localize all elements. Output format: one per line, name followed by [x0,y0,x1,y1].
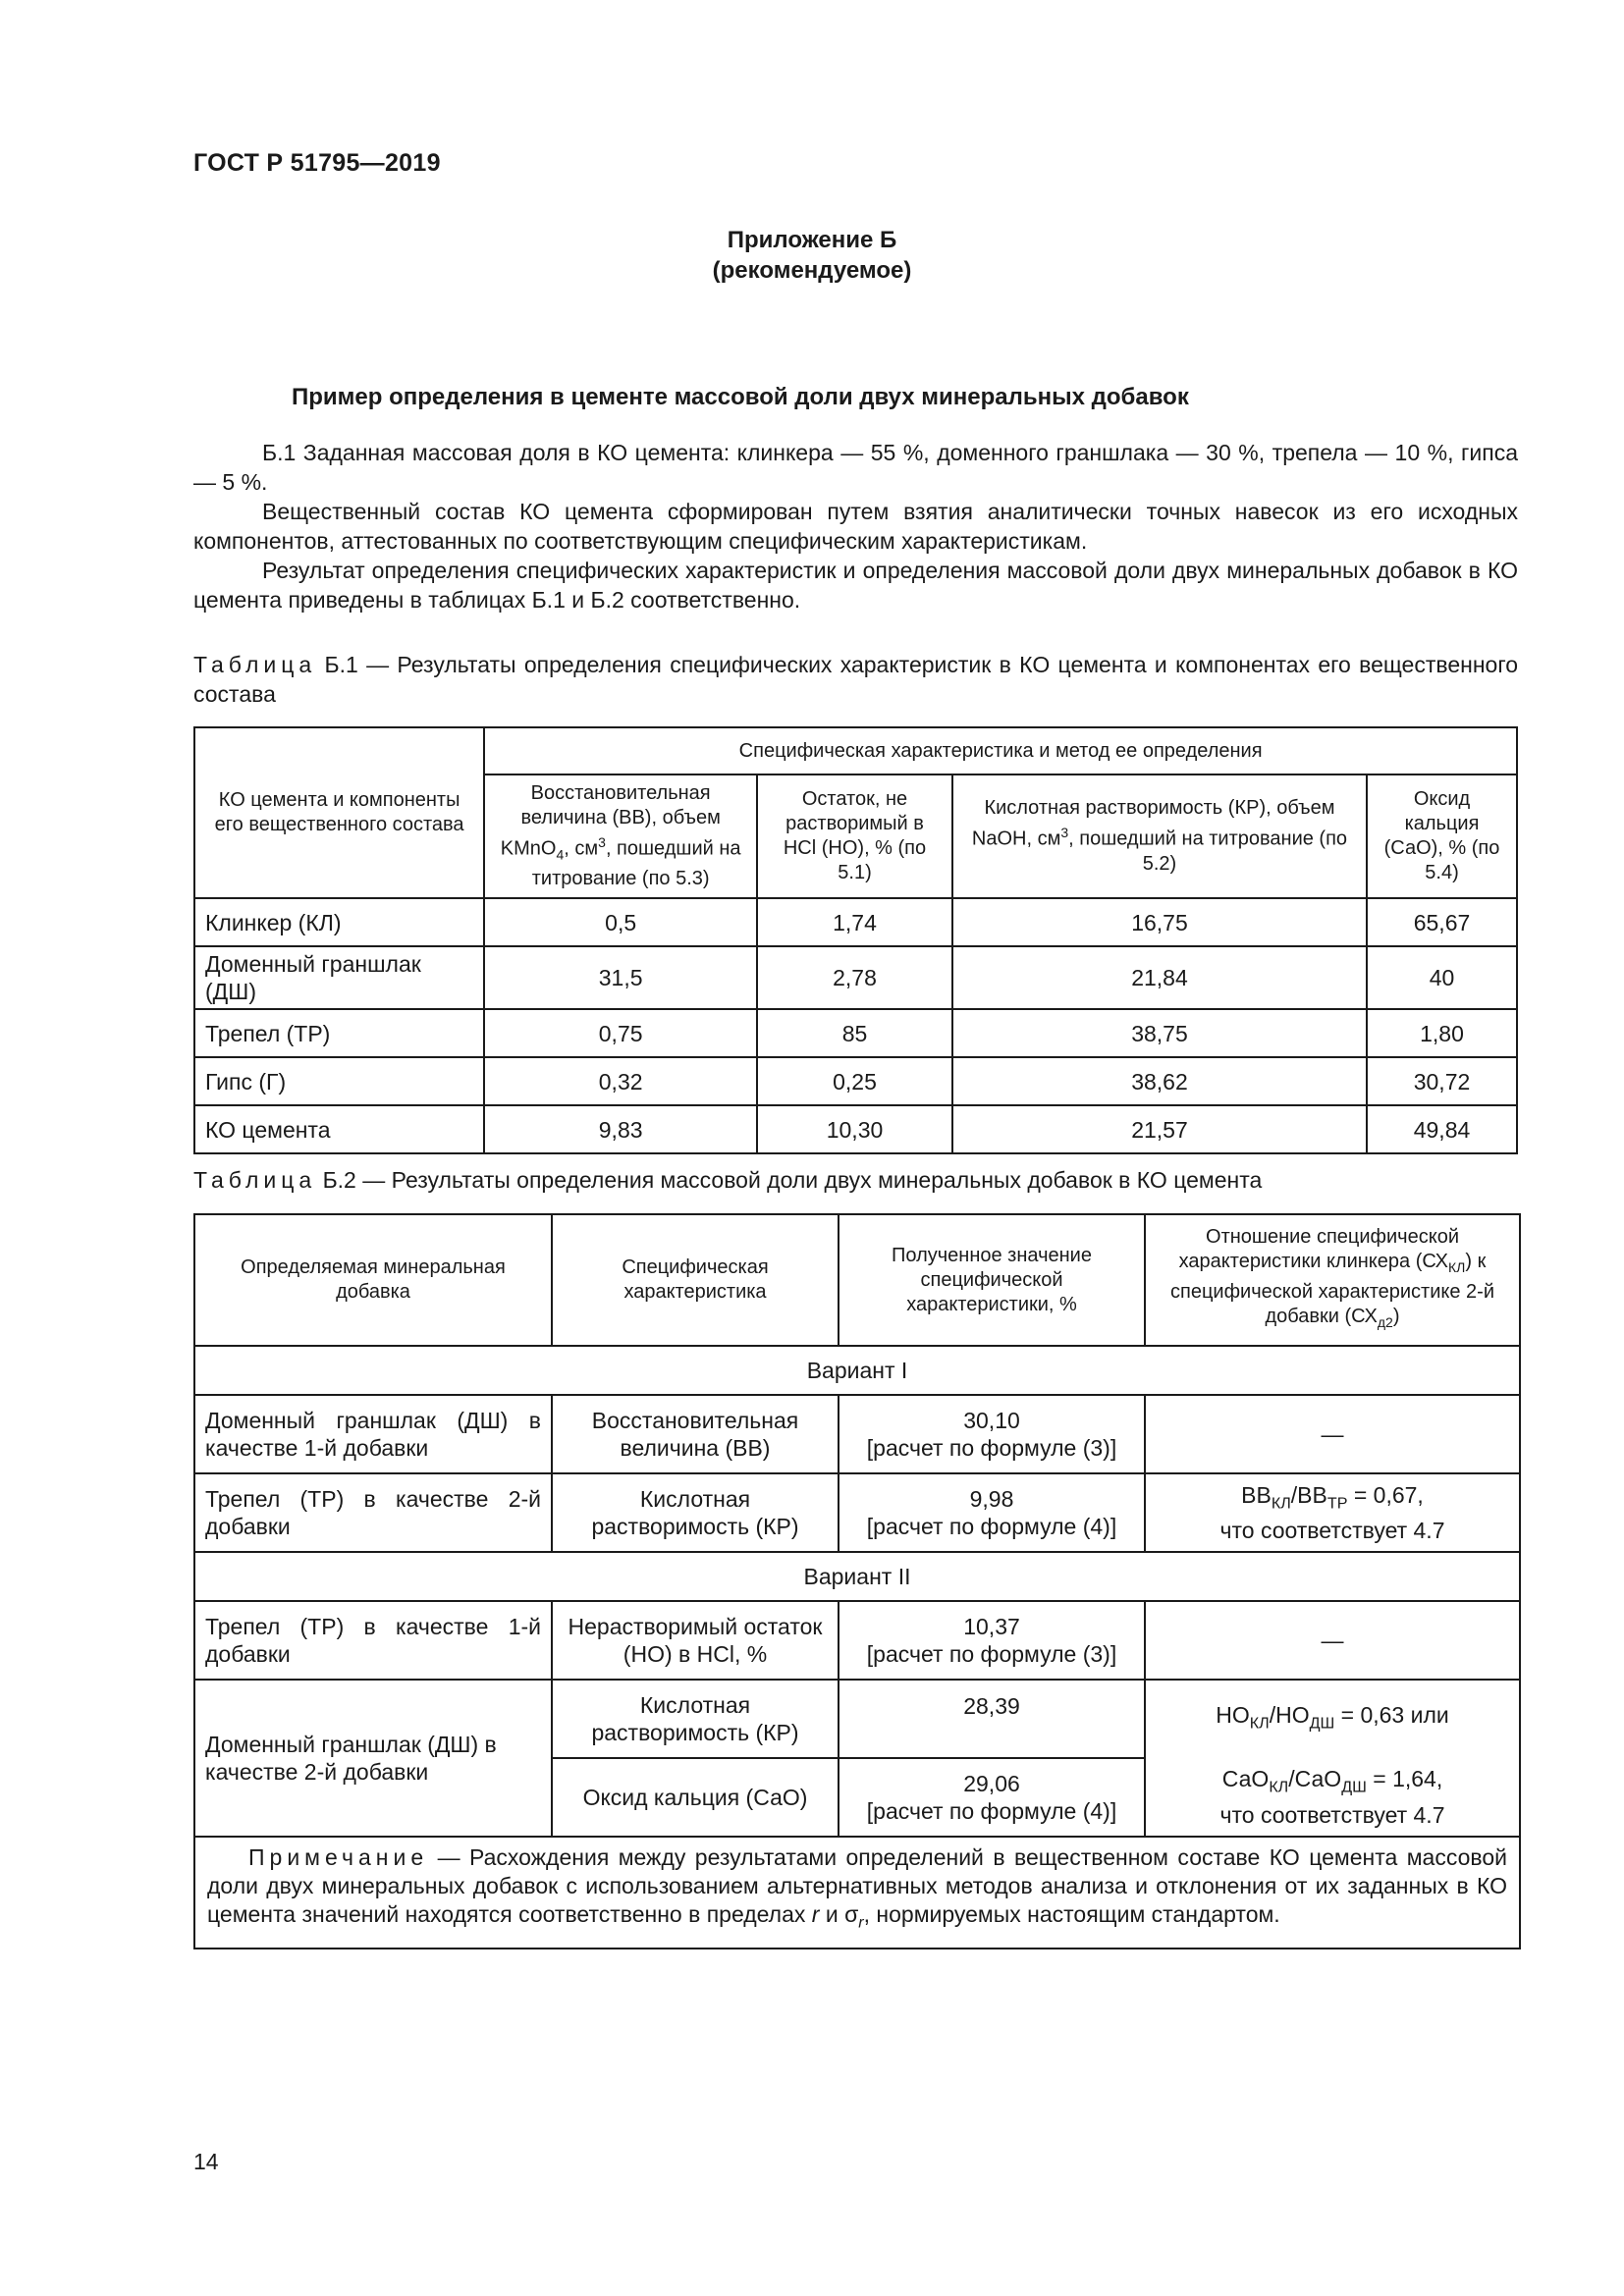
row-value: 28,39 [839,1680,1145,1758]
ratio-sub: ДШ [1341,1778,1367,1796]
row-name: КО цемента [194,1105,484,1153]
row-value [839,1395,1145,1473]
paragraph-1: Б.1 Заданная массовая доля в КО цемента: клинкера — 55 %, доменного граншлака — 30 %, трепела — 10 %, гипса — 5 %. [193,440,1518,495]
table1-header-row [194,727,1517,774]
row-kr: 21,84 [952,946,1367,1009]
ratio-sub: КЛ [1271,1494,1291,1513]
header-kr-part: Кислотная растворимость (КР), объем NaOH, см [971,797,1335,850]
row-kr: 38,75 [952,1009,1367,1057]
row-cao: 49,84 [1367,1105,1517,1153]
row-additive: Доменный граншлак (ДШ) в качестве 2-й добавки [194,1680,552,1837]
value-number: 29,06 [963,1771,1020,1796]
table-row [194,1680,1520,1758]
row-char: Оксид кальция (СаО) [552,1758,839,1837]
header-vv-part: Восстановительная величина (ВВ), объем KMnO [500,781,721,860]
note-text [207,1843,1507,1938]
table-row [194,1473,1520,1552]
header-ratio-part: ) [1392,1306,1400,1327]
row-name: Гипс (Г) [194,1057,484,1105]
ratio-part: /НО [1269,1702,1310,1729]
ratio-sub: КЛ [1249,1714,1270,1733]
table2-caption-text: Б.2 — Результаты определения массовой доли двух минеральных добавок в КО цемента [322,1167,1263,1193]
table2-header-additive: Определяемая минеральная добавка [194,1214,552,1346]
row-ho: 0,25 [757,1057,952,1105]
row-char: Кислотная растворимость (КР) [552,1680,839,1758]
table1-header-ho: Остаток, не растворимый в HCl (НО), % (по 5.1) [757,774,952,898]
note-symbol-sub: r [858,1913,864,1932]
table1-header-kr [952,774,1367,898]
table2-note [194,1837,1520,1949]
note-part: и σ [819,1901,859,1927]
row-vv: 31,5 [484,946,757,1009]
row-cao: 30,72 [1367,1057,1517,1105]
ratio-formula [1156,1765,1509,1801]
table2-header-ratio [1145,1214,1520,1346]
row-kr: 38,62 [952,1057,1367,1105]
ratio-sub: ТР [1326,1494,1348,1513]
variant-1-label: Вариант I [194,1346,1520,1395]
table1-header-component: КО цемента и компоненты его вещественного состава [194,727,484,898]
header-vv-part: , пошедший на титрование (по 5.3) [531,837,741,890]
table1-header-group: Специфическая характеристика и метод ее определения [484,727,1517,774]
table1-caption [193,650,1518,709]
table-row [194,1105,1517,1153]
table2-header-value: Полученное значение специфической характеристики, % [839,1214,1145,1346]
ratio-part: /СаО [1288,1766,1342,1792]
table-1 [193,726,1518,1154]
header-ratio-sub: д2 [1377,1314,1393,1330]
row-kr: 21,57 [952,1105,1367,1153]
header-kr-part: , пошедший на титрование (по 5.2) [1068,828,1348,875]
variant-row [194,1346,1520,1395]
row-ratio [1145,1680,1520,1758]
ratio-part: = 0,63 или [1334,1702,1449,1729]
table-row [194,946,1517,1009]
row-ratio: — [1145,1601,1520,1680]
header-ratio-part: ) к специфической характеристике 2-й добавки (СХ [1170,1251,1494,1327]
row-name: Доменный граншлак (ДШ) [194,946,484,1009]
standard-code: ГОСТ Р 51795—2019 [193,149,441,177]
table1-caption-label: Таблица [193,652,317,677]
note-symbol-r: r [811,1901,820,1927]
ratio-part: = 1,64, [1366,1766,1443,1792]
row-value [839,1601,1145,1680]
table1-header-cao: Оксид кальция (СаО), % (по 5.4) [1367,774,1517,898]
value-number: 30,10 [963,1408,1020,1433]
row-cao: 65,67 [1367,898,1517,946]
ratio-part: НО [1216,1702,1250,1729]
header-kr-sup: 3 [1060,825,1069,841]
row-value [839,1473,1145,1552]
table-row [194,1395,1520,1473]
value-formula: [расчет по формуле (3)] [866,1641,1117,1667]
ratio-conclusion: что соответствует 4.7 [1219,1801,1445,1828]
variant-row [194,1552,1520,1601]
ratio-formula [1156,1481,1509,1518]
note-part: , нормируемых настоящим стандартом. [863,1901,1280,1927]
row-additive: Трепел (ТР) в качестве 1-й добавки [194,1601,552,1680]
ratio-part: СаО [1221,1766,1270,1792]
row-ho: 10,30 [757,1105,952,1153]
row-vv: 0,75 [484,1009,757,1057]
section-heading: Пример определения в цементе массовой доли двух минеральных добавок [292,384,1189,410]
table1-header-vv [484,774,757,898]
row-ratio [1145,1473,1520,1552]
value-formula: [расчет по формуле (3)] [866,1435,1117,1461]
body-text [193,438,1518,614]
row-kr: 16,75 [952,898,1367,946]
row-name: Клинкер (КЛ) [194,898,484,946]
value-number: 9,98 [969,1486,1014,1512]
row-cao: 40 [1367,946,1517,1009]
ratio-part: = 0,67, [1347,1481,1424,1508]
paragraph-2: Вещественный состав КО цемента сформирован путем взятия аналитически точных навесок из его исходных компонентов, аттестованных по соответствующим специфическим характеристикам. [193,499,1518,554]
appendix-title: Приложение Б [727,227,897,253]
header-ratio-sub: КЛ [1448,1259,1466,1275]
header-vv-sub: 4 [556,846,565,863]
row-vv: 9,83 [484,1105,757,1153]
row-char: Нерастворимый остаток (НО) в HCl, % [552,1601,839,1680]
ratio-sub: КЛ [1269,1778,1289,1796]
ratio-conclusion: что соответствует 4.7 [1219,1518,1445,1544]
table-row [194,898,1517,946]
table2-header-char: Специфическая характеристика [552,1214,839,1346]
table1-caption-text: Б.1 — Результаты определения специфических характеристик в КО цемента и компонентах его вещественного состава [193,652,1519,707]
row-ho: 1,74 [757,898,952,946]
paragraph-3: Результат определения специфических характеристик и определения массовой доли двух минеральных добавок в КО цемента приведены в таблицах Б.1 и Б.2 соответственно. [193,558,1518,613]
table2-header-row [194,1214,1520,1346]
header-ratio-part: Отношение специфической характеристики клинкера (СХ [1178,1226,1459,1272]
table-row [194,1601,1520,1680]
table-2 [193,1213,1521,1949]
table2-caption [193,1165,1518,1195]
row-char: Восстановительная величина (ВВ) [552,1395,839,1473]
row-additive: Доменный граншлак (ДШ) в качестве 1-й добавки [194,1395,552,1473]
row-vv: 0,32 [484,1057,757,1105]
header-vv-part: , см [564,837,599,860]
note-row [194,1837,1520,1949]
table2-caption-label: Таблица [193,1167,317,1193]
row-additive: Трепел (ТР) в качестве 2-й добавки [194,1473,552,1552]
ratio-part: ВВ [1241,1481,1272,1508]
ratio-sub: ДШ [1309,1714,1335,1733]
row-cao: 1,80 [1367,1009,1517,1057]
header-vv-sup: 3 [598,833,606,850]
variant-2-label: Вариант II [194,1552,1520,1601]
table-row [194,1057,1517,1105]
row-ratio: — [1145,1395,1520,1473]
value-formula: [расчет по формуле (4)] [866,1798,1117,1824]
row-ho: 2,78 [757,946,952,1009]
row-ratio [1145,1758,1520,1837]
value-number: 10,37 [963,1614,1020,1639]
note-part: — Расхождения между результатами определений в вещественном составе КО цемента массовой доли двух минеральных добавок с использованием альтернативных методов анализа и отклонения от их заданных в КО цемента значений находятся соответственно в пределах [207,1844,1507,1927]
row-name: Трепел (ТР) [194,1009,484,1057]
row-value [839,1758,1145,1837]
value-formula: [расчет по формуле (4)] [866,1514,1117,1539]
row-ho: 85 [757,1009,952,1057]
page-number: 14 [193,2149,219,2174]
appendix-subtitle: (рекомендуемое) [712,257,912,284]
row-char: Кислотная растворимость (КР) [552,1473,839,1552]
ratio-part: /ВВ [1290,1481,1327,1508]
row-vv: 0,5 [484,898,757,946]
note-label: Примечание [248,1844,429,1870]
table-row [194,1009,1517,1057]
